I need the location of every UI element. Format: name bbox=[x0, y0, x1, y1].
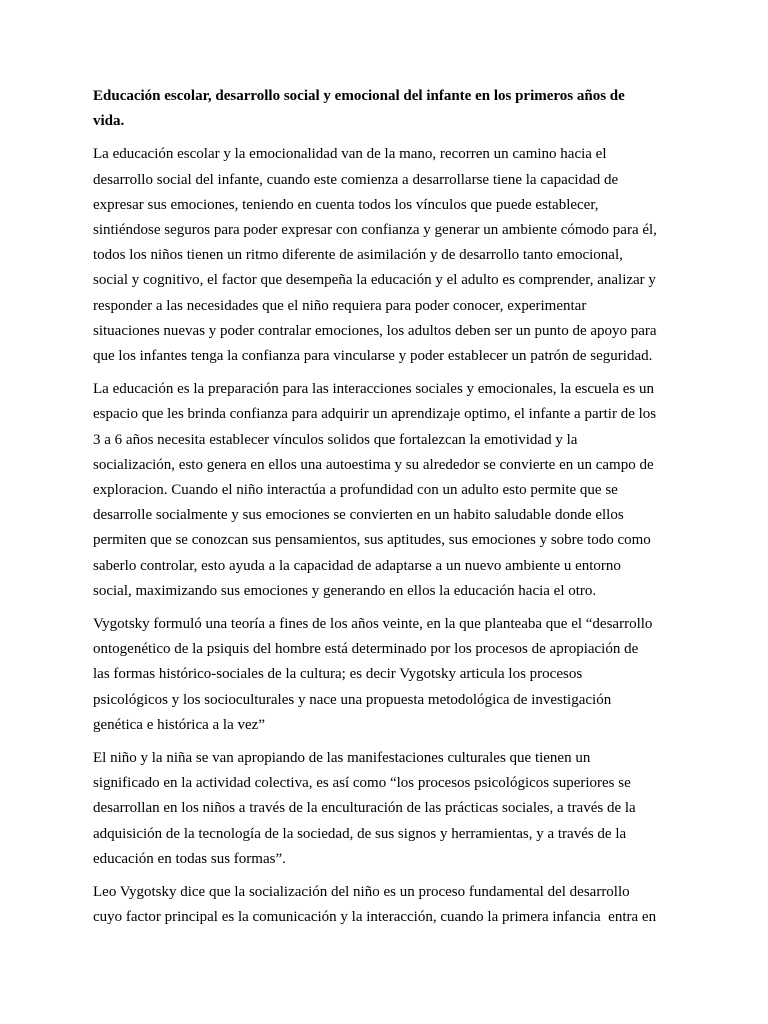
paragraph-3 bbox=[93, 612, 677, 738]
title-line: Educación escolar, desarrollo social y emocional del infante en los primeros años de bbox=[93, 88, 625, 104]
text-line: socialización, esto genera en ellos una autoestima y su alrededor se convierte en un campo de bbox=[93, 456, 654, 473]
text-line: adquisición de la tecnología de la sociedad, de sus signos y herramientas, y a través de la bbox=[93, 825, 627, 842]
text-line: saberlo controlar, esto ayuda a la capacidad de adaptarse a un nuevo ambiente u entorno bbox=[93, 557, 621, 574]
text-line: social y cognitivo, el factor que desempeña la educación y el adulto es comprender, analizar y bbox=[93, 272, 656, 289]
text-line: desarrollan en los niños a través de la enculturación de las prácticas sociales, a través de la bbox=[93, 800, 636, 817]
text-line: espacio que les brinda confianza para adquirir un aprendizaje optimo, el infante a partir de los bbox=[93, 406, 657, 423]
text-line: La educación escolar y la emocionalidad van de la mano, recorren un camino hacia el bbox=[93, 146, 607, 163]
text-line: genética e histórica a la vez” bbox=[93, 716, 265, 733]
title-line: vida. bbox=[93, 113, 125, 130]
text-line: El niño y la niña se van apropiando de las manifestaciones culturales que tienen un bbox=[93, 750, 591, 767]
text-line: social, maximizando sus emociones y generando en ellos la educación hacia el otro. bbox=[93, 582, 597, 599]
text-line: todos los niños tienen un ritmo diferente de asimilación y de desarrollo tanto emocional, bbox=[93, 247, 623, 264]
text-line: las formas histórico-sociales de la cultura; es decir Vygotsky articula los procesos bbox=[93, 666, 583, 683]
text-line: permiten que se conozcan sus pensamientos, sus aptitudes, sus emociones y sobre todo como bbox=[93, 532, 651, 549]
text-line: sintiéndose seguros para poder expresar con confianza y generar un ambiente cómodo para él, bbox=[93, 222, 657, 239]
text-line: cuyo factor principal es la comunicación y la interacción, cuando la primera infancia entra en bbox=[93, 909, 657, 926]
text-line: significado en la actividad colectiva, es así como “los procesos psicológicos superiores se bbox=[93, 775, 631, 792]
text-line: ontogenético de la psiquis del hombre está determinado por los procesos de apropiación de bbox=[93, 641, 639, 658]
paragraph-5 bbox=[93, 880, 677, 930]
text-line: Vygotsky formuló una teoría a fines de los años veinte, en la que planteaba que el “desarrollo bbox=[93, 616, 653, 633]
text-line: expresar sus emociones, teniendo en cuenta todos los vínculos que puede establecer, bbox=[93, 196, 599, 213]
text-line: psicológicos y los socioculturales y nace una propuesta metodológica de investigación bbox=[93, 691, 612, 708]
text-line: desarrollo social del infante, cuando este comienza a desarrollarse tiene la capacidad de bbox=[93, 171, 619, 188]
paragraph-2 bbox=[93, 377, 677, 604]
text-line: educación en todas sus formas”. bbox=[93, 850, 286, 867]
text-line: situaciones nuevas y poder contralar emociones, los adultos deben ser un punto de apoyo para bbox=[93, 322, 657, 339]
text-line: responder a las necesidades que el niño requiera para poder conocer, experimentar bbox=[93, 297, 587, 314]
text-line: exploracion. Cuando el niño interactúa a profundidad con un adulto esto permite que se bbox=[93, 482, 618, 499]
document-title bbox=[93, 84, 677, 134]
paragraph-4 bbox=[93, 746, 677, 872]
text-line: que los infantes tenga la confianza para vincularse y poder establecer un patrón de seguridad. bbox=[93, 348, 653, 365]
text-line: La educación es la preparación para las interacciones sociales y emocionales, la escuela es un bbox=[93, 381, 654, 398]
text-line: desarrolle socialmente y sus emociones se convierten en un habito saludable donde ellos bbox=[93, 507, 624, 524]
paragraph-1 bbox=[93, 142, 677, 369]
document-page bbox=[93, 84, 677, 939]
text-line: 3 a 6 años necesita establecer vínculos solidos que fortalezcan la emotividad y la bbox=[93, 431, 578, 448]
text-line: Leo Vygotsky dice que la socialización del niño es un proceso fundamental del desarrollo bbox=[93, 884, 630, 901]
